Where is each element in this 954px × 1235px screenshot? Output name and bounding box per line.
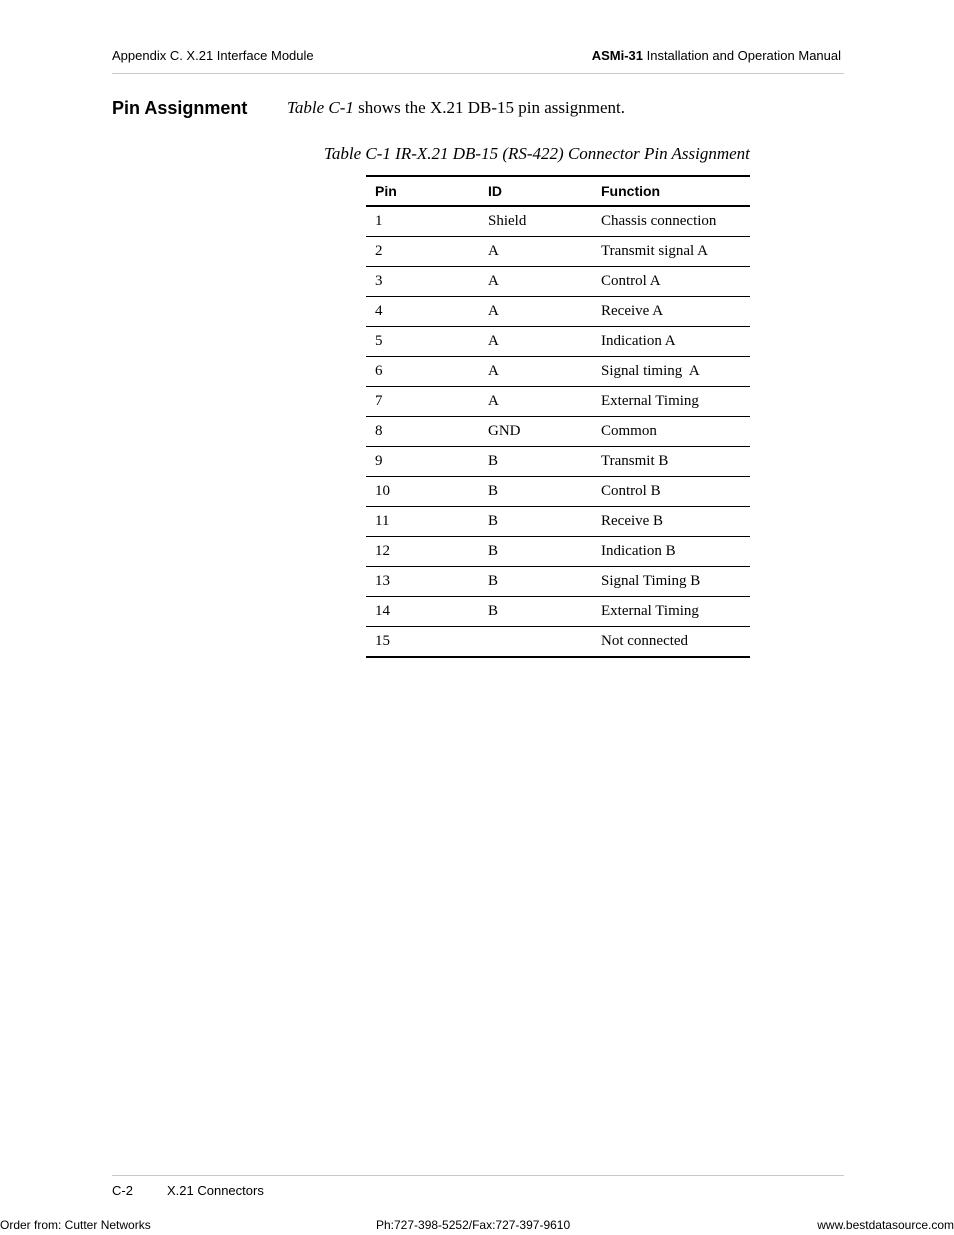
table-caption: Table C-1 IR-X.21 DB-15 (RS-422) Connector Pin Assignment bbox=[324, 144, 750, 163]
table-header-row bbox=[366, 176, 750, 206]
cell-pin: 6 bbox=[366, 357, 479, 387]
header-left: Appendix C. X.21 Interface Module bbox=[112, 48, 314, 63]
table-row bbox=[366, 507, 750, 537]
table-row bbox=[366, 597, 750, 627]
table-row bbox=[366, 447, 750, 477]
section-title: Pin Assignment bbox=[112, 98, 248, 118]
cell-pin: 15 bbox=[366, 627, 479, 658]
cell-function: Control B bbox=[592, 477, 750, 507]
page-number: C-2 bbox=[112, 1183, 133, 1198]
cell-pin: 5 bbox=[366, 327, 479, 357]
footer-section: X.21 Connectors bbox=[167, 1183, 264, 1198]
cell-id: B bbox=[479, 597, 592, 627]
cell-id: B bbox=[479, 447, 592, 477]
table-row bbox=[366, 537, 750, 567]
cell-id: B bbox=[479, 477, 592, 507]
intro-rest: shows the X.21 DB-15 pin assignment. bbox=[353, 98, 625, 117]
cell-id: B bbox=[479, 507, 592, 537]
cell-function: Not connected bbox=[592, 627, 750, 658]
col-header-pin: Pin bbox=[366, 176, 479, 206]
cell-pin: 12 bbox=[366, 537, 479, 567]
cell-id: A bbox=[479, 327, 592, 357]
cell-id: Shield bbox=[479, 206, 592, 237]
header-product: ASMi-31 bbox=[591, 48, 643, 63]
order-phone-fax: Ph:727-398-5252/Fax:727-397-9610 bbox=[376, 1218, 571, 1232]
cell-function: Transmit B bbox=[592, 447, 750, 477]
cell-function: External Timing bbox=[592, 597, 750, 627]
header-manual-title: Installation and Operation Manual bbox=[642, 48, 841, 63]
cell-function: Indication B bbox=[592, 537, 750, 567]
cell-pin: 1 bbox=[366, 206, 479, 237]
cell-function: Receive B bbox=[592, 507, 750, 537]
cell-function: Receive A bbox=[592, 297, 750, 327]
col-header-function: Function bbox=[592, 176, 750, 206]
table-row bbox=[366, 297, 750, 327]
cell-pin: 9 bbox=[366, 447, 479, 477]
order-website: www.bestdatasource.com bbox=[817, 1218, 954, 1232]
cell-id: A bbox=[479, 387, 592, 417]
cell-pin: 2 bbox=[366, 237, 479, 267]
cell-id: GND bbox=[479, 417, 592, 447]
cell-function: Chassis connection bbox=[592, 206, 750, 237]
cell-id: B bbox=[479, 567, 592, 597]
col-header-id: ID bbox=[479, 176, 592, 206]
header-right bbox=[592, 48, 841, 63]
cell-function: Transmit signal A bbox=[592, 237, 750, 267]
table-row bbox=[366, 327, 750, 357]
table-row bbox=[366, 206, 750, 237]
cell-id: A bbox=[479, 357, 592, 387]
cell-id: A bbox=[479, 237, 592, 267]
intro-text bbox=[287, 98, 625, 118]
cell-pin: 8 bbox=[366, 417, 479, 447]
table-row bbox=[366, 627, 750, 658]
table-row bbox=[366, 567, 750, 597]
header-rule bbox=[112, 73, 844, 74]
cell-pin: 14 bbox=[366, 597, 479, 627]
table-row bbox=[366, 387, 750, 417]
cell-id: A bbox=[479, 267, 592, 297]
cell-pin: 13 bbox=[366, 567, 479, 597]
intro-table-ref: Table C-1 bbox=[287, 98, 354, 117]
cell-id: B bbox=[479, 537, 592, 567]
cell-function: Indication A bbox=[592, 327, 750, 357]
table-row bbox=[366, 417, 750, 447]
pin-assignment-table bbox=[366, 175, 750, 658]
cell-function: Control A bbox=[592, 267, 750, 297]
cell-function: Common bbox=[592, 417, 750, 447]
cell-pin: 11 bbox=[366, 507, 479, 537]
order-source: Order from: Cutter Networks bbox=[0, 1218, 151, 1232]
table-row bbox=[366, 237, 750, 267]
table-row bbox=[366, 477, 750, 507]
cell-id: A bbox=[479, 297, 592, 327]
cell-pin: 10 bbox=[366, 477, 479, 507]
cell-pin: 4 bbox=[366, 297, 479, 327]
cell-pin: 3 bbox=[366, 267, 479, 297]
table-row bbox=[366, 357, 750, 387]
cell-pin: 7 bbox=[366, 387, 479, 417]
cell-function: Signal Timing B bbox=[592, 567, 750, 597]
cell-function: External Timing bbox=[592, 387, 750, 417]
footer-rule bbox=[112, 1175, 844, 1176]
cell-function: Signal timing A bbox=[592, 357, 750, 387]
table-row bbox=[366, 267, 750, 297]
cell-id bbox=[479, 627, 592, 658]
